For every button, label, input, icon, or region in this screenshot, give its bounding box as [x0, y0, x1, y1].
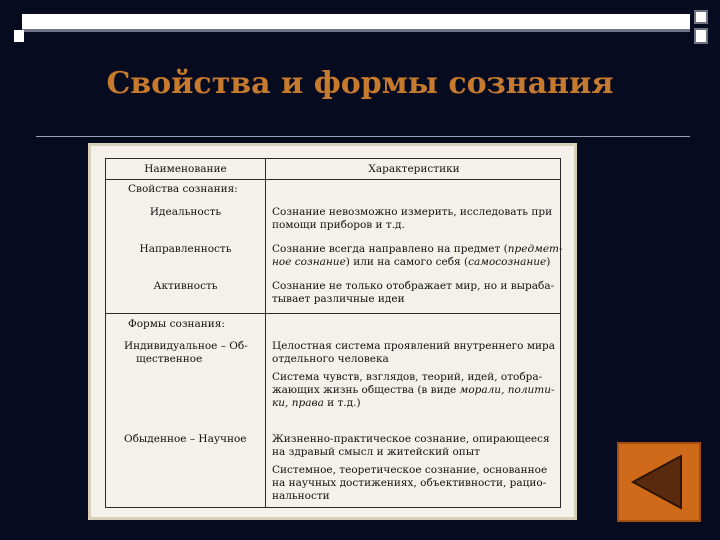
section-label-forms: Формы сознания:: [128, 318, 225, 330]
property-desc-line: Сознание невозможно измерить, исследовать при: [272, 206, 553, 218]
form-desc-line: Целостная система проявлений внутреннего мира: [272, 340, 555, 352]
property-desc-line: Сознание не только отображает мир, но и выраба-: [272, 280, 555, 292]
title-divider: [36, 136, 690, 137]
section-label-properties: Свойства сознания:: [128, 183, 238, 195]
header-name: Наименование: [144, 163, 227, 175]
form-desc-line: Системное, теоретическое сознание, основанное: [272, 464, 548, 476]
top-bar: [22, 14, 690, 32]
form-desc-line: отдельного человека: [272, 353, 389, 365]
form-desc-line: на научных достижениях, объективности, рацио-: [272, 477, 547, 489]
form-desc-line: [272, 384, 555, 396]
section-divider: [106, 313, 560, 314]
property-name: Идеальность: [149, 206, 222, 218]
header-characteristics: Характеристики: [368, 163, 460, 175]
form-desc-line: [272, 397, 361, 409]
desc-fragment-italic: предмет-: [507, 243, 563, 255]
scanned-table-image: [88, 143, 577, 520]
property-desc-line: помощи приборов и т.д.: [272, 219, 405, 231]
form-desc-line: на здравый смысл и житейский опыт: [272, 446, 480, 458]
back-button[interactable]: [617, 442, 701, 522]
back-arrow-icon: [619, 444, 699, 520]
desc-fragment: Сознание всегда направлено на предмет (: [272, 243, 508, 255]
desc-fragment: ) или на самого себя (: [345, 256, 469, 268]
header-divider: [106, 179, 560, 180]
property-name: Активность: [153, 280, 218, 292]
properties-table: [105, 158, 561, 508]
property-desc-line: [272, 256, 550, 268]
desc-fragment-italic: ки, права: [272, 397, 324, 409]
form-name: щественное: [136, 353, 203, 365]
property-name: Направленность: [139, 243, 232, 255]
top-bar-square: [694, 10, 708, 24]
property-desc-line: [272, 243, 563, 255]
form-desc-line: Жизненно-практическое сознание, опирающееся: [272, 433, 550, 445]
top-bar-square-lower: [694, 28, 708, 44]
column-divider: [265, 159, 266, 507]
desc-fragment: ): [546, 256, 551, 268]
desc-fragment-italic: морали, полити-: [459, 384, 555, 396]
property-desc-line: тывает различные идеи: [272, 293, 405, 305]
form-desc-line: нальности: [272, 490, 330, 502]
desc-fragment-italic: самосознание: [468, 256, 547, 268]
form-name: Обыденное – Научное: [124, 433, 247, 445]
form-name: Индивидуальное – Об-: [124, 340, 248, 352]
top-decoration: [14, 10, 706, 44]
desc-fragment: жающих жизнь общества (в виде: [272, 384, 460, 396]
slide-title: Свойства и формы сознания: [106, 66, 614, 101]
form-desc-line: Система чувств, взглядов, теорий, идей, отобра-: [272, 371, 543, 383]
desc-fragment-italic: ное сознание: [272, 256, 346, 268]
desc-fragment: и т.д.): [323, 397, 361, 409]
top-bar-stub: [14, 30, 24, 42]
